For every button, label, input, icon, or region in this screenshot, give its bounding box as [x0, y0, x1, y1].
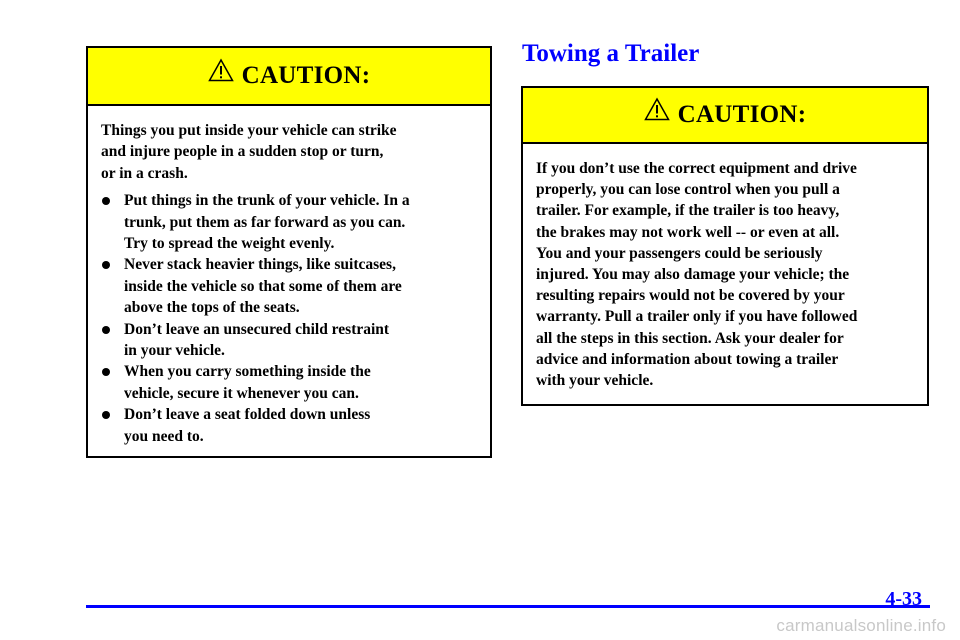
watermark-text: carmanualsonline.info — [776, 616, 946, 635]
caution-title: CAUTION: — [241, 62, 371, 89]
footer-rule — [86, 605, 930, 608]
text-line: Things you put inside your vehicle can strike — [101, 122, 397, 139]
text-line: Never stack heavier things, like suitcases, — [124, 256, 396, 274]
text-line: Try to spread the weight evenly. — [124, 235, 335, 253]
section-title: Towing a Trailer — [522, 40, 700, 67]
text-line: the brakes may not work well -- or even at all. — [536, 223, 840, 241]
bullet-item — [101, 190, 478, 254]
text-line: and injure people in a sudden stop or turn, — [101, 143, 384, 161]
caution-title: CAUTION: — [677, 101, 807, 128]
bullet-item — [101, 361, 478, 404]
bullet-dot-icon — [102, 197, 110, 205]
text-line: vehicle, secure it whenever you can. — [124, 384, 359, 402]
caution-intro — [101, 120, 478, 184]
text-line: injured. You may also damage your vehicle; the — [536, 266, 850, 284]
caution-box-towing — [521, 86, 929, 406]
text-line: When you carry something inside the — [124, 363, 371, 381]
text-line: You and your passengers could be seriously — [536, 244, 823, 262]
text-line: Don’t leave an unsecured child restraint — [124, 320, 390, 338]
bullet-dot-icon — [102, 261, 110, 269]
bullet-item — [101, 404, 478, 447]
text-line: Don’t leave a seat folded down unless — [124, 406, 371, 424]
text-line: all the steps in this section. Ask your dealer for — [536, 329, 844, 347]
bullet-dot-icon — [102, 411, 110, 419]
caution-header — [523, 88, 927, 144]
caution-body — [88, 106, 490, 447]
text-line: resulting repairs would not be covered by your — [536, 287, 845, 305]
bullet-item — [101, 319, 478, 362]
warning-triangle-icon — [644, 97, 670, 121]
text-line: inside the vehicle so that some of them are — [124, 277, 402, 295]
text-line: with your vehicle. — [536, 372, 654, 390]
text-line: properly, you can lose control when you pull a — [536, 181, 840, 199]
text-line: warranty. Pull a trailer only if you have followed — [536, 308, 858, 326]
text-line: advice and information about towing a trailer — [536, 350, 839, 368]
bullet-item — [101, 254, 478, 318]
text-line: above the tops of the seats. — [124, 299, 300, 317]
text-line: in your vehicle. — [124, 342, 225, 360]
caution-header — [88, 48, 490, 106]
text-line: or in a crash. — [101, 164, 188, 182]
text-line: trunk, put them as far forward as you can. — [124, 213, 406, 231]
bullet-dot-icon — [102, 326, 110, 334]
caution-body — [523, 144, 927, 391]
warning-triangle-icon — [208, 58, 234, 82]
bullet-dot-icon — [102, 368, 110, 376]
text-line: If you don’t use the correct equipment and drive — [536, 160, 857, 177]
text-line: trailer. For example, if the trailer is too heavy, — [536, 202, 840, 220]
caution-bullet-list — [101, 190, 478, 447]
text-line: you need to. — [124, 427, 204, 445]
text-line: Put things in the trunk of your vehicle. In a — [124, 192, 410, 210]
caution-box-cargo — [86, 46, 492, 458]
page-number: 4-33 — [885, 588, 922, 610]
